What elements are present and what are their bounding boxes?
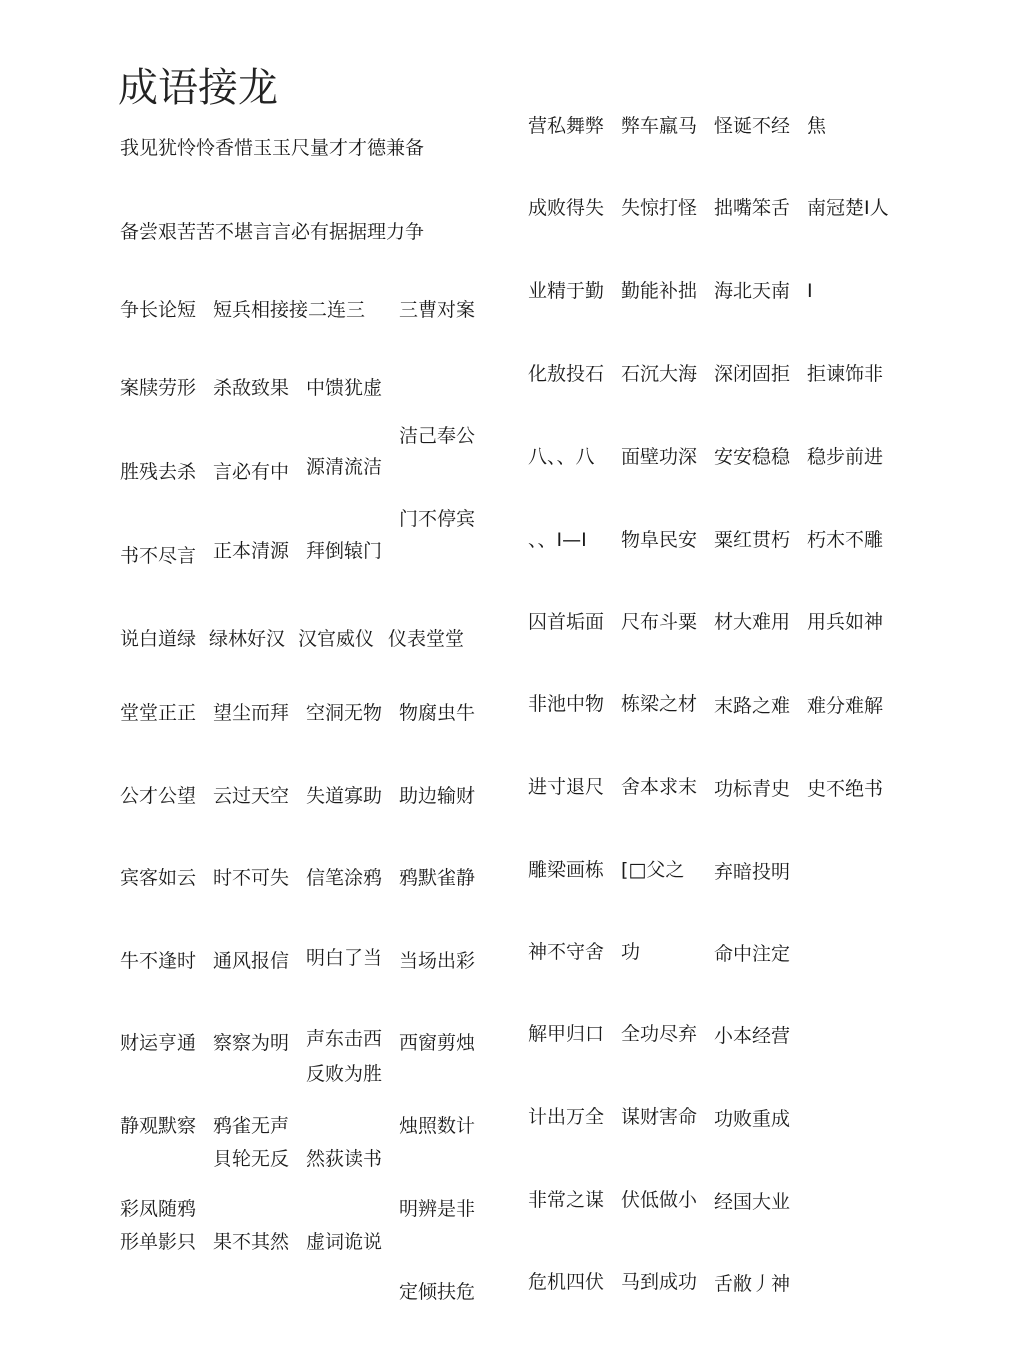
- idiom: 声东击西: [306, 1028, 383, 1050]
- idiom: 察察为明: [213, 1032, 290, 1054]
- idiom: 难分难解: [807, 695, 884, 717]
- idiom: 谋财害命: [621, 1106, 698, 1128]
- idiom: 鸦雀无声: [213, 1115, 290, 1137]
- idiom: 果不其然: [213, 1231, 290, 1253]
- idiom: 虚词诡说: [306, 1231, 383, 1253]
- idiom: 海北天南: [714, 280, 791, 302]
- idiom: 鸦默雀静: [399, 867, 476, 889]
- idiom: 营私舞弊: [528, 115, 605, 137]
- idiom: 命中注定: [714, 943, 791, 965]
- idiom: [□父之: [621, 859, 685, 881]
- idiom: 功败重成: [714, 1108, 791, 1130]
- idiom: 正本清源: [213, 540, 290, 562]
- idiom: 财运亨通: [120, 1032, 197, 1054]
- idiom: 囚首垢面: [528, 611, 605, 633]
- idiom: 西窗剪烛: [399, 1032, 476, 1054]
- idiom: 云过天空: [213, 785, 290, 807]
- idiom: 当场出彩: [399, 950, 476, 972]
- idiom: 短兵相接接二连三: [213, 299, 366, 321]
- idiom: 化敖投石: [528, 363, 605, 385]
- idiom: 计出万全: [528, 1106, 605, 1128]
- idiom: 雕梁画栋: [528, 859, 605, 881]
- idiom: 物腐虫牛: [399, 702, 476, 724]
- idiom: 明辨是非: [399, 1198, 476, 1220]
- idiom: 功标青史: [714, 778, 791, 800]
- idiom: 空洞无物: [306, 702, 383, 724]
- idiom: 望尘而拜: [213, 702, 290, 724]
- idiom: 烛照数计: [399, 1115, 476, 1137]
- idiom: 深闭固拒: [714, 363, 791, 385]
- idiom: 信笔涂鸦: [306, 867, 383, 889]
- idiom: 用兵如神: [807, 611, 884, 633]
- idiom: 舌敝丿神: [714, 1273, 791, 1295]
- idiom: 解甲归口: [528, 1023, 605, 1045]
- idiom: 全功尽弃: [621, 1023, 698, 1045]
- idiom: 功: [621, 941, 641, 963]
- idiom: 案牍劳形: [120, 377, 197, 399]
- idiom: 末路之难: [714, 695, 791, 717]
- idiom: 失惊打怪: [621, 197, 698, 219]
- idiom: 勤能补拙: [621, 280, 698, 302]
- idiom: 通风报信: [213, 950, 290, 972]
- idiom: 堂堂正正: [120, 702, 197, 724]
- idiom: 胜残去杀: [120, 461, 197, 483]
- idiom: 定倾扶危: [399, 1281, 476, 1303]
- idiom: 小本经营: [714, 1025, 791, 1047]
- idiom: 业精于勤: [528, 280, 605, 302]
- intro-line-1: 我见犹怜怜香惜玉玉尺量才才德兼备: [120, 137, 425, 159]
- idiom: 明白了当: [306, 947, 383, 969]
- idiom: 汉官威仪: [298, 628, 375, 650]
- idiom: 静观默察: [120, 1115, 197, 1137]
- idiom: 争长论短: [120, 299, 197, 321]
- idiom: 拙嘴笨舌: [714, 197, 791, 219]
- idiom: 时不可失: [213, 867, 290, 889]
- idiom: 牛不逢时: [120, 950, 197, 972]
- idiom: 然荻读书: [306, 1148, 383, 1170]
- idiom: 栋梁之材: [621, 693, 698, 715]
- idiom: 进寸退尺: [528, 776, 605, 798]
- idiom: 说白道绿: [120, 628, 197, 650]
- idiom: 中馈犹虚: [306, 377, 383, 399]
- idiom: 焦: [807, 115, 827, 137]
- idiom: 舍本求末: [621, 776, 698, 798]
- idiom: 八、、八: [528, 446, 595, 468]
- idiom: 貝轮无反: [213, 1148, 290, 1170]
- idiom: 怪诞不经: [714, 115, 791, 137]
- idiom: 尺布斗粟: [621, 611, 698, 633]
- idiom: 面壁功深: [621, 446, 698, 468]
- idiom: 马到成功: [621, 1271, 698, 1293]
- idiom: 宾客如云: [120, 867, 197, 889]
- idiom: 弊车羸马: [621, 115, 698, 137]
- idiom: 源清流洁: [306, 456, 383, 478]
- intro-line-2: 备尝艰苦苦不堪言言必有据据理力争: [120, 221, 425, 243]
- idiom: 经国大业: [714, 1191, 791, 1213]
- idiom: 拜倒辕门: [306, 540, 383, 562]
- idiom: 、、I—I: [528, 529, 587, 551]
- idiom: 弃暗投明: [714, 861, 791, 883]
- idiom: 粟红贯朽: [714, 529, 791, 551]
- idiom: I: [807, 280, 813, 302]
- idiom: 危机四伏: [528, 1271, 605, 1293]
- idiom: 三曹对案: [399, 299, 476, 321]
- idiom: 杀敌致果: [213, 377, 290, 399]
- idiom: 非常之谋: [528, 1189, 605, 1211]
- idiom: 安安稳稳: [714, 446, 791, 468]
- idiom: 物阜民安: [621, 529, 698, 551]
- idiom: 伏低做小: [621, 1189, 698, 1211]
- idiom: 失道寡助: [306, 785, 383, 807]
- idiom: 石沉大海: [621, 363, 698, 385]
- idiom: 形单影只: [120, 1231, 197, 1253]
- idiom: 史不绝书: [807, 778, 884, 800]
- idiom: 洁己奉公: [399, 425, 476, 447]
- idiom: 南冠楚I人: [807, 197, 889, 219]
- idiom: 书不尽言: [120, 545, 197, 567]
- idiom: 仪表堂堂: [388, 628, 465, 650]
- idiom: 助边输财: [399, 785, 476, 807]
- page-title: 成语接龙: [118, 65, 278, 111]
- idiom: 神不守舍: [528, 941, 605, 963]
- idiom: 反败为胜: [306, 1063, 383, 1085]
- idiom: 成败得失: [528, 197, 605, 219]
- idiom: 公才公望: [120, 785, 197, 807]
- idiom: 彩凤随鸦: [120, 1198, 197, 1220]
- idiom: 拒谏饰非: [807, 363, 884, 385]
- idiom: 朽木不雕: [807, 529, 884, 551]
- idiom: 非池中物: [528, 693, 605, 715]
- idiom: 绿林好汉: [209, 628, 286, 650]
- idiom: 言必有中: [213, 461, 290, 483]
- idiom: 稳步前进: [807, 446, 884, 468]
- idiom: 门不停宾: [399, 508, 476, 530]
- idiom: 材大难用: [714, 611, 791, 633]
